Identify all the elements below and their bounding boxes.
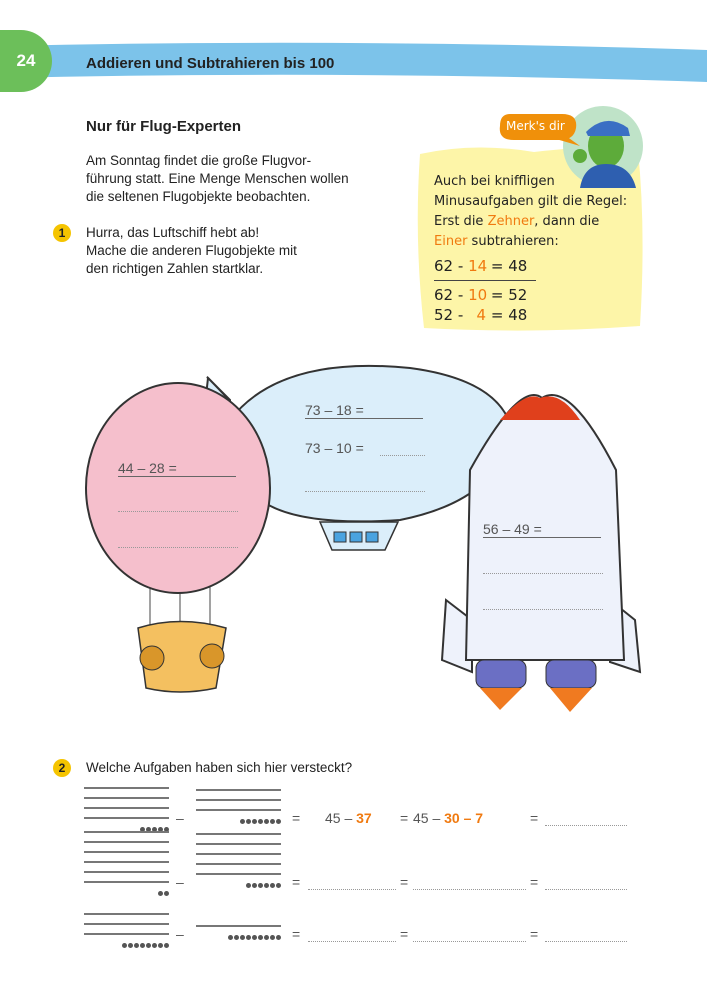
ten-bar bbox=[84, 831, 169, 833]
result-field[interactable] bbox=[545, 932, 627, 942]
answer-field[interactable] bbox=[413, 932, 526, 942]
one-dot bbox=[122, 943, 127, 948]
ex-b: 14 bbox=[468, 257, 488, 275]
ten-bar bbox=[84, 861, 169, 863]
answer-field[interactable] bbox=[413, 880, 526, 890]
result-field[interactable] bbox=[545, 816, 627, 826]
one-dot bbox=[146, 943, 151, 948]
tens-ones-model bbox=[84, 913, 169, 948]
section-title: Nur für Flug-Experten bbox=[86, 118, 242, 135]
one-dot bbox=[276, 935, 281, 940]
tip-examples bbox=[434, 256, 536, 325]
tip-highlight: Zehner bbox=[487, 214, 535, 229]
ten-bar bbox=[84, 851, 169, 853]
intro-line: Am Sonntag findet die große Flugvor- bbox=[86, 153, 312, 168]
equals-sign: = bbox=[530, 810, 539, 826]
ones-dots bbox=[84, 943, 169, 948]
answer-field[interactable] bbox=[118, 540, 238, 548]
ex-b: 4 bbox=[476, 306, 487, 324]
ex-r: 52 bbox=[508, 286, 528, 304]
equals-sign: = bbox=[400, 926, 409, 942]
answer-field[interactable] bbox=[483, 602, 603, 610]
ten-bar bbox=[84, 841, 169, 843]
one-dot bbox=[246, 883, 251, 888]
tip-text: subtrahieren: bbox=[467, 234, 559, 249]
equals-sign: = bbox=[530, 926, 539, 942]
one-dot bbox=[258, 935, 263, 940]
one-dot bbox=[158, 891, 163, 896]
ex-eq: = bbox=[490, 306, 504, 324]
one-dot bbox=[240, 819, 245, 824]
rocket-task-text: 56 – 49 = bbox=[483, 521, 601, 538]
one-dot bbox=[134, 943, 139, 948]
ten-bar bbox=[196, 799, 281, 801]
tip-text bbox=[434, 172, 627, 252]
equals-sign: = bbox=[292, 810, 301, 826]
answer-field[interactable] bbox=[308, 932, 396, 942]
intro-text bbox=[86, 152, 349, 206]
one-dot bbox=[264, 935, 269, 940]
tip-highlight: Einer bbox=[434, 234, 468, 249]
ex-b: 10 bbox=[468, 286, 488, 304]
one-dot bbox=[258, 883, 263, 888]
one-dot bbox=[164, 943, 169, 948]
step1 bbox=[325, 810, 372, 826]
ones-dots bbox=[196, 819, 281, 824]
ex-a: 62 bbox=[434, 257, 454, 275]
intro-line: führung statt. Eine Menge Menschen wollen bbox=[86, 171, 349, 186]
tip-example bbox=[434, 305, 536, 325]
ex-op: - bbox=[457, 306, 464, 324]
ten-bar bbox=[196, 809, 281, 811]
airship-task bbox=[305, 402, 423, 419]
one-dot bbox=[228, 935, 233, 940]
ten-bar bbox=[196, 789, 281, 791]
ex-a: 52 bbox=[434, 306, 454, 324]
ones-dots bbox=[196, 935, 281, 940]
one-dot bbox=[246, 819, 251, 824]
minus-sign: – bbox=[176, 926, 184, 942]
one-dot bbox=[270, 935, 275, 940]
ten-bar bbox=[84, 933, 169, 935]
tip-line: Auch bei kniffligen bbox=[434, 174, 555, 189]
tip-text: , dann die bbox=[534, 214, 600, 229]
ten-bar bbox=[84, 817, 169, 819]
ex-op: - bbox=[457, 286, 464, 304]
intro-line: die seltenen Flugobjekte beobachten. bbox=[86, 189, 311, 204]
airship-hint: 73 – 10 = bbox=[305, 440, 364, 456]
answer-field[interactable] bbox=[380, 448, 425, 456]
tens-ones-model bbox=[196, 833, 281, 888]
task-number-2: 2 bbox=[53, 759, 71, 777]
page-title: Addieren und Subtrahieren bis 100 bbox=[86, 55, 335, 72]
ex-a: 62 bbox=[434, 286, 454, 304]
task1-line: Mache die anderen Flugobjekte mit bbox=[86, 243, 297, 258]
ten-bar bbox=[196, 873, 281, 875]
one-dot bbox=[252, 883, 257, 888]
step2 bbox=[413, 810, 483, 826]
tens-ones-model bbox=[84, 787, 169, 832]
ten-bar bbox=[196, 863, 281, 865]
ex-r: 48 bbox=[508, 306, 528, 324]
ten-bar bbox=[84, 797, 169, 799]
task1-line: Hurra, das Luftschiff hebt ab! bbox=[86, 225, 260, 240]
ten-bar bbox=[196, 833, 281, 835]
ten-bar bbox=[84, 913, 169, 915]
step2-a: 45 – bbox=[413, 810, 445, 826]
one-dot bbox=[276, 819, 281, 824]
step1-b: 37 bbox=[356, 810, 372, 826]
equals-sign: = bbox=[292, 926, 301, 942]
ten-bar bbox=[196, 843, 281, 845]
one-dot bbox=[270, 883, 275, 888]
ex-op: - bbox=[457, 257, 464, 275]
ten-bar bbox=[84, 871, 169, 873]
step1-a: 45 – bbox=[325, 810, 357, 826]
step2-b: 30 – 7 bbox=[444, 810, 484, 826]
result-field[interactable] bbox=[545, 880, 627, 890]
ten-bar bbox=[196, 925, 281, 927]
page-number: 24 bbox=[0, 30, 52, 92]
tens-ones-model bbox=[196, 789, 281, 824]
equals-sign: = bbox=[530, 874, 539, 890]
one-dot bbox=[252, 935, 257, 940]
ones-dots bbox=[196, 883, 281, 888]
one-dot bbox=[152, 943, 157, 948]
ten-bar bbox=[196, 853, 281, 855]
minus-sign: – bbox=[176, 810, 184, 826]
tens-ones-model bbox=[84, 831, 169, 896]
one-dot bbox=[246, 935, 251, 940]
ones-dots bbox=[84, 891, 169, 896]
equals-sign: = bbox=[400, 810, 409, 826]
answer-field[interactable] bbox=[118, 504, 238, 512]
one-dot bbox=[258, 819, 263, 824]
one-dot bbox=[158, 943, 163, 948]
ex-eq: = bbox=[490, 286, 504, 304]
answer-field[interactable] bbox=[305, 484, 425, 492]
rocket-task bbox=[483, 521, 601, 538]
one-dot bbox=[128, 943, 133, 948]
one-dot bbox=[270, 819, 275, 824]
tip-example bbox=[434, 256, 536, 281]
tip-bubble-label: Merk's dir bbox=[506, 119, 565, 133]
task1-text bbox=[86, 224, 297, 278]
answer-field[interactable] bbox=[483, 566, 603, 574]
task-number-1: 1 bbox=[53, 224, 71, 242]
airship-task-text: 73 – 18 = bbox=[305, 402, 423, 419]
ten-bar bbox=[84, 807, 169, 809]
task2-prompt: Welche Aufgaben haben sich hier versteckt? bbox=[86, 760, 353, 775]
ten-bar bbox=[84, 923, 169, 925]
one-dot bbox=[240, 935, 245, 940]
one-dot bbox=[276, 883, 281, 888]
tip-text: Erst die bbox=[434, 214, 488, 229]
equals-sign: = bbox=[292, 874, 301, 890]
balloon-task bbox=[118, 460, 236, 477]
task1-line: den richtigen Zahlen startklar. bbox=[86, 261, 264, 276]
one-dot bbox=[252, 819, 257, 824]
ten-bar bbox=[84, 881, 169, 883]
one-dot bbox=[264, 819, 269, 824]
one-dot bbox=[164, 891, 169, 896]
ex-eq: = bbox=[490, 257, 504, 275]
tens-ones-model bbox=[196, 925, 281, 940]
answer-field[interactable] bbox=[308, 880, 396, 890]
tip-example bbox=[434, 285, 536, 305]
ten-bar bbox=[84, 787, 169, 789]
one-dot bbox=[140, 943, 145, 948]
one-dot bbox=[234, 935, 239, 940]
ex-r: 48 bbox=[508, 257, 528, 275]
minus-sign: – bbox=[176, 874, 184, 890]
balloon-task-text: 44 – 28 = bbox=[118, 460, 236, 477]
equals-sign: = bbox=[400, 874, 409, 890]
one-dot bbox=[264, 883, 269, 888]
tip-line: Minusaufgaben gilt die Regel: bbox=[434, 194, 628, 209]
